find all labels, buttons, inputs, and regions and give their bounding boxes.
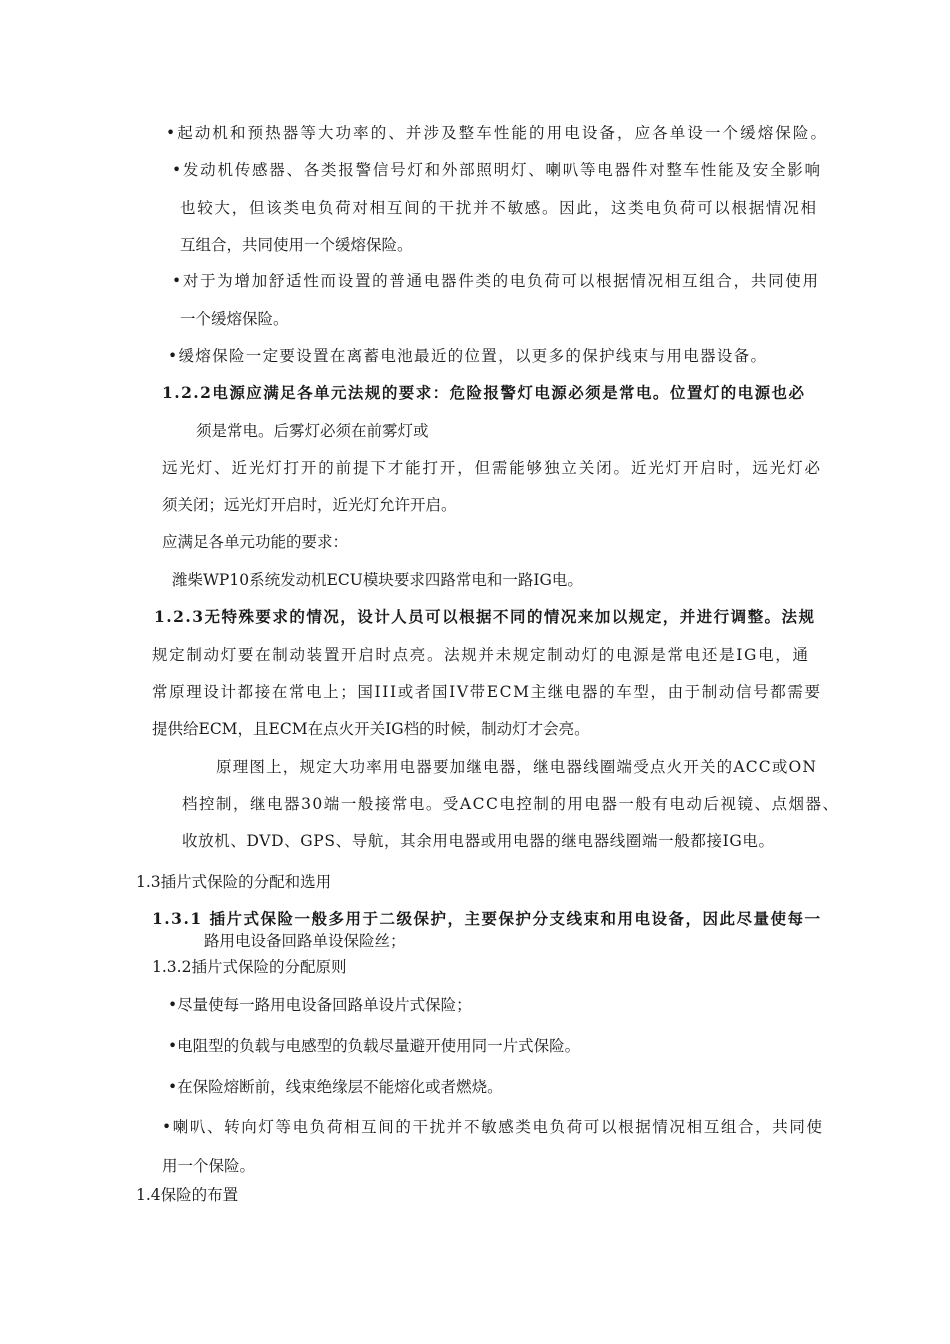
- bullet-line: •起动机和预热器等大功率的、并涉及整车性能的用电设备，应各单设一个缓熔保险。: [166, 124, 829, 142]
- section-heading-1-3: 1.3插片式保险的分配和选用: [136, 873, 332, 891]
- bullet-line: •电阻型的负载与电感型的负载尽量避开使用同一片式保险。: [168, 1037, 581, 1055]
- text-line: 须是常电。后雾灯必须在前雾灯或: [196, 422, 429, 440]
- text-line: 档控制，继电器30端一般接常电。受ACC电控制的用电器一般有电动后视镜、点烟器、: [182, 795, 840, 813]
- text-line: 一个缓熔保险。: [180, 310, 289, 328]
- section-line-1-2-3: 1.2.3无特殊要求的情况，设计人员可以根据不同的情况来加以规定，并进行调整。法规: [154, 607, 816, 626]
- text-line: 互组合，共同使用一个缓熔保险。: [180, 236, 413, 254]
- text-line: 远光灯、近光灯打开的前提下才能打开，但需能够独立关闭。近光灯开启时，远光灯必: [162, 459, 822, 477]
- section-line-1-3-1: 1.3.1 插片式保险一般多用于二级保护，主要保护分支线束和用电设备，因此尽量使每一: [152, 909, 822, 928]
- text-line: 收放机、DVD、GPS、导航，其余用电器或用电器的继电器线圈端一般都接IG电。: [182, 832, 775, 850]
- bullet-line: •尽量使每一路用电设备回路单设片式保险；: [168, 996, 472, 1014]
- text-line: 规定制动灯要在制动装置开启时点亮。法规并未规定制动灯的电源是常电还是IG电，通: [152, 646, 810, 664]
- text-line: 用一个保险。: [162, 1157, 256, 1175]
- text-line: 须关闭；远光灯开启时，近光灯允许开启。: [162, 496, 457, 514]
- text-line: 提供给ECM，且ECM在点火开关IG档的时候，制动灯才会亮。: [152, 720, 590, 738]
- section-heading-1-4: 1.4保险的布置: [136, 1186, 239, 1204]
- bullet-line: •喇叭、转向灯等电负荷相互间的干扰并不敏感类电负荷可以根据情况相互组合，共同使: [162, 1118, 824, 1136]
- text-line: 潍柴WP10系统发动机ECU模块要求四路常电和一路IG电。: [172, 571, 583, 589]
- text-line: 常原理设计都接在常电上；国III或者国IV带ECM主继电器的车型，由于制动信号都需要: [152, 683, 822, 701]
- bullet-line: •对于为增加舒适性而设置的普通电器件类的电负荷可以根据情况相互组合，共同使用: [172, 272, 820, 290]
- text-line: 也较大，但该类电负荷对相互间的干扰并不敏感。因此，这类电负荷可以根据情况相: [180, 199, 818, 217]
- bullet-line: •在保险熔断前，线束绝缘层不能熔化或者燃烧。: [168, 1078, 503, 1096]
- bullet-line: •发动机传感器、各类报警信号灯和外部照明灯、喇叭等电器件对整车性能及安全影响: [172, 161, 822, 179]
- section-line-1-3-2: 1.3.2插片式保险的分配原则: [152, 958, 347, 976]
- bullet-line: •缓熔保险一定要设置在离蓄电池最近的位置，以更多的保护线束与用电器设备。: [168, 347, 768, 365]
- section-line-1-2-2: 1.2.2电源应满足各单元法规的要求：危险报警灯电源必须是常电。位置灯的电源也必: [162, 383, 806, 402]
- text-line: 原理图上，规定大功率用电器要加继电器，继电器线圈端受点火开关的ACC或ON: [216, 758, 818, 776]
- text-line: 应满足各单元功能的要求：: [162, 533, 349, 551]
- text-line: 路用电设备回路单设保险丝；: [204, 932, 406, 950]
